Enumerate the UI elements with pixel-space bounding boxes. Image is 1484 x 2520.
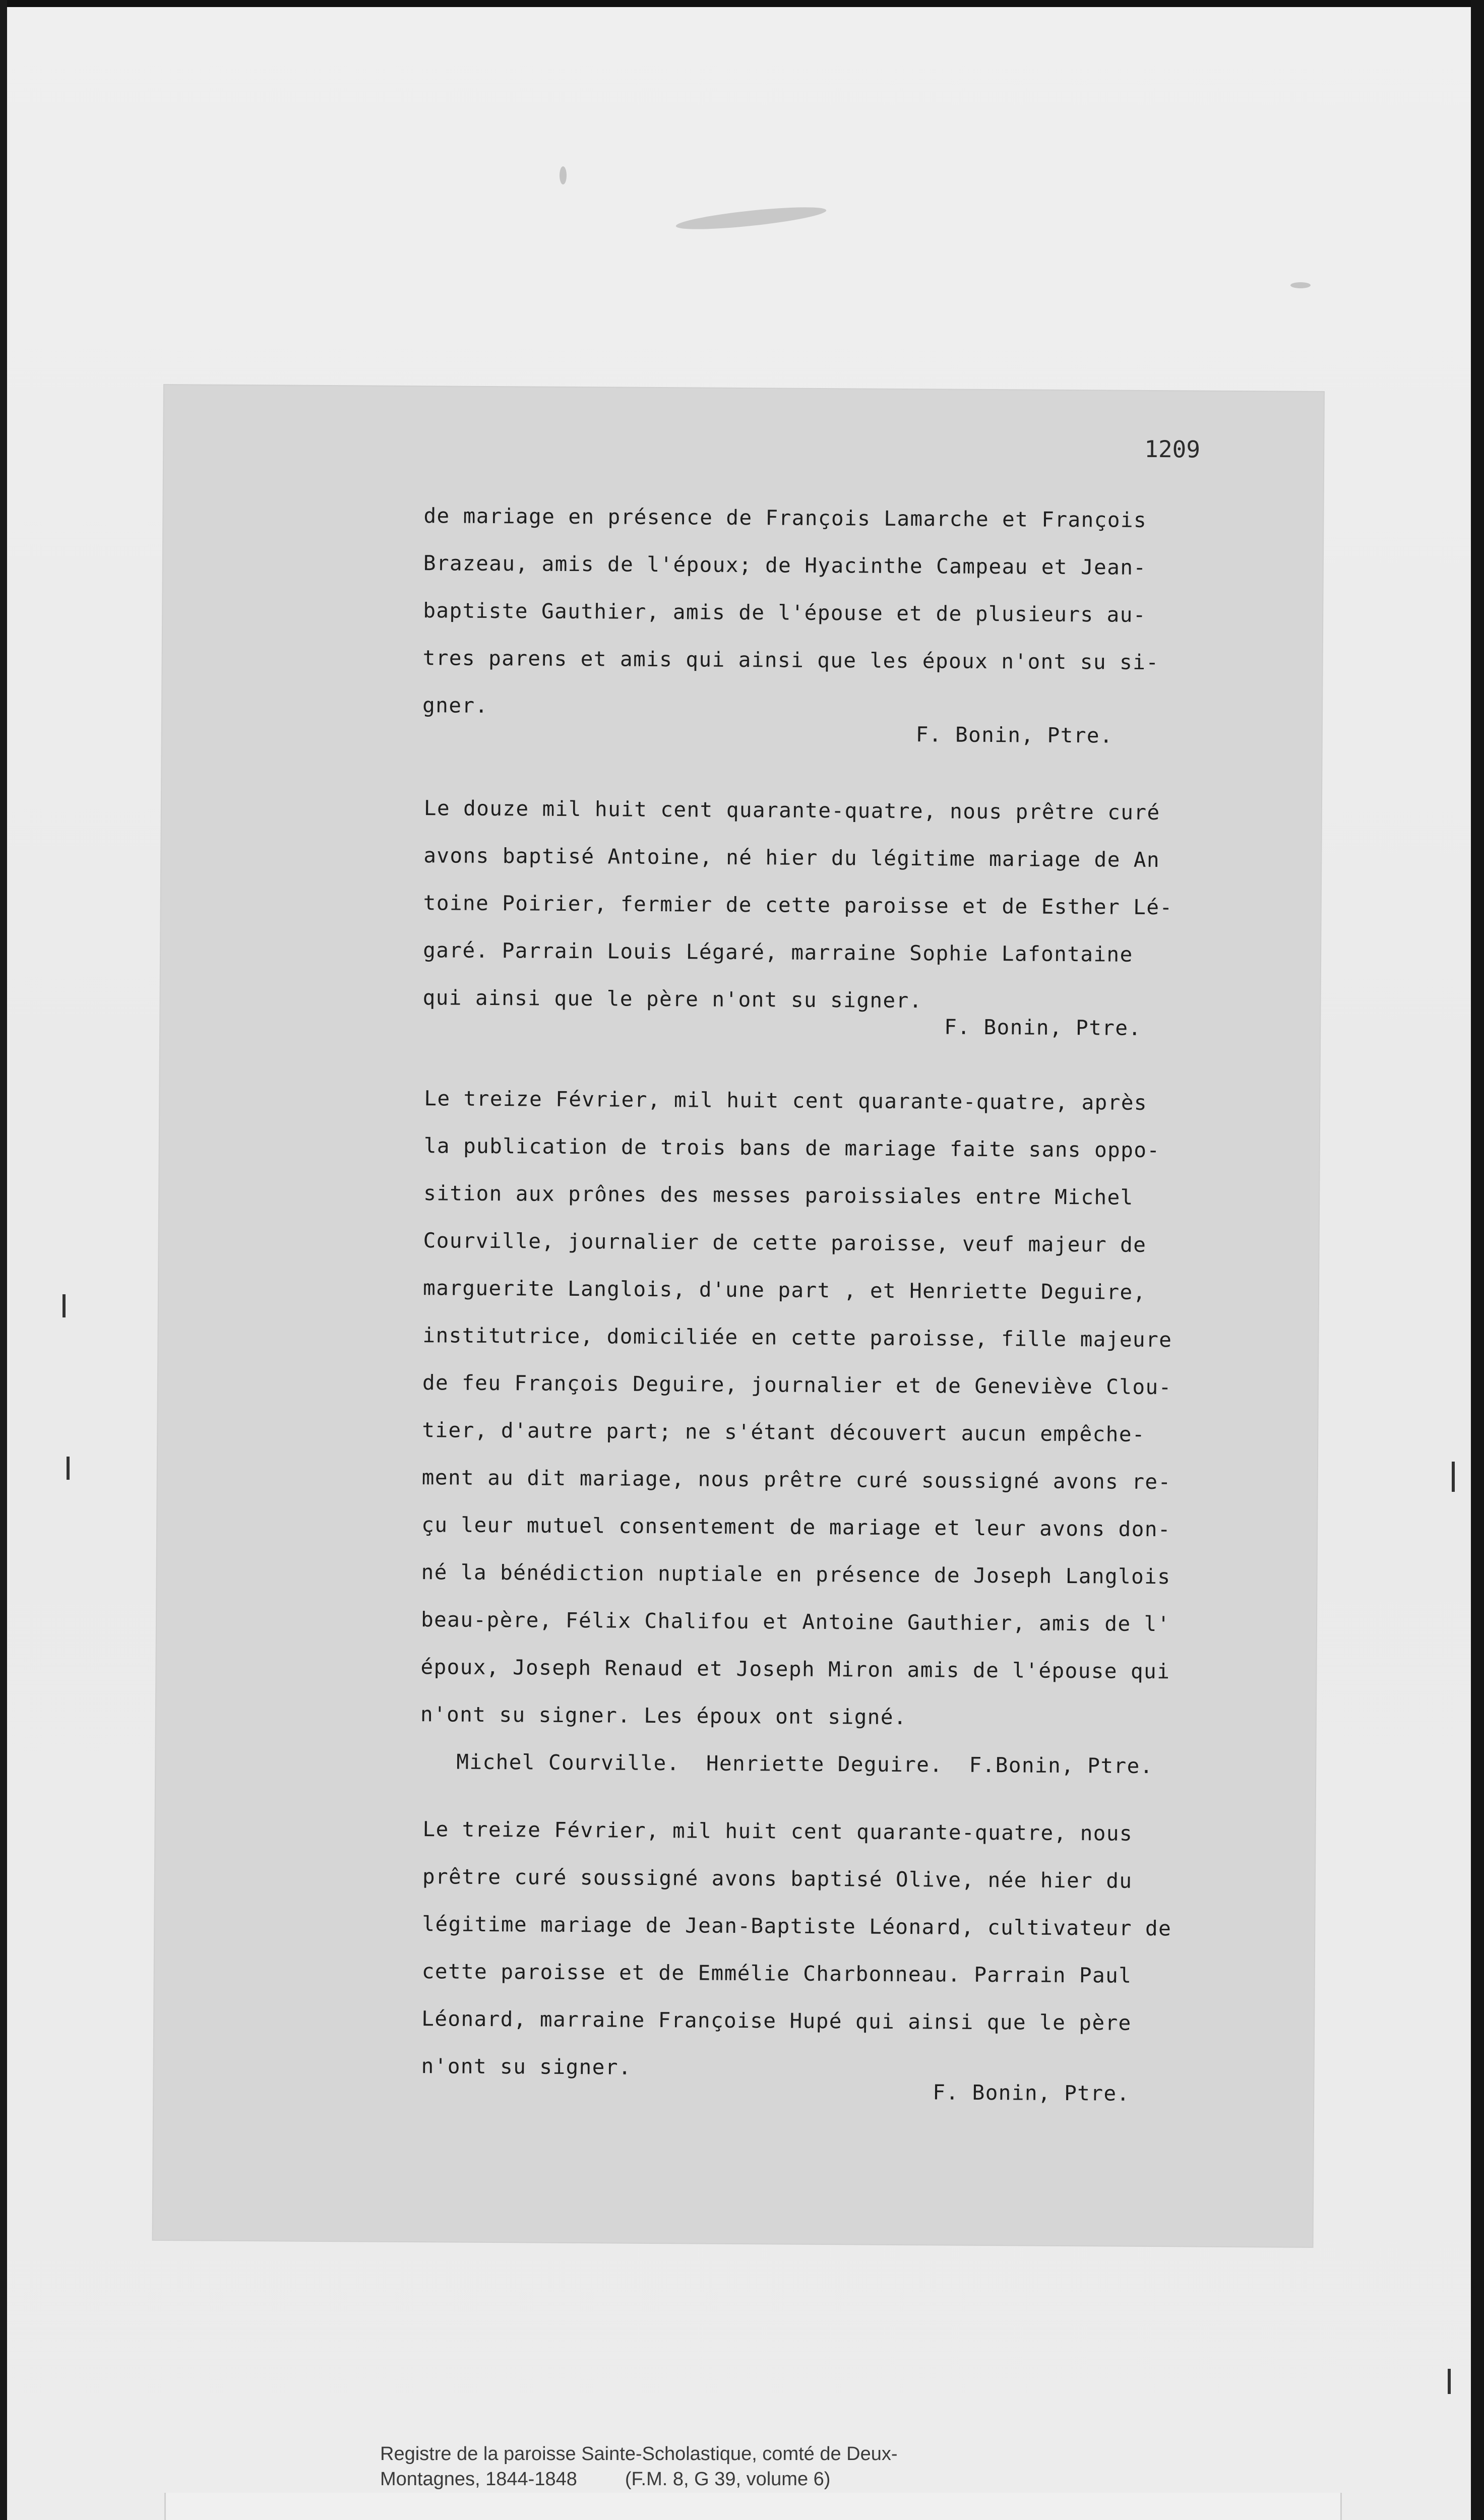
margin-mark — [1452, 1462, 1455, 1492]
text-line: légitime mariage de Jean-Baptiste Léonard, cultivateur de — [422, 1912, 1172, 1941]
text-line: sition aux prônes des messes paroissiales entre Michel — [423, 1181, 1134, 1210]
register-page — [153, 385, 1324, 2247]
register-caption: Registre de la paroisse Sainte-Scholastique, comté de Deux- — [380, 2443, 898, 2465]
register-caption: Montagnes, 1844-1848 (F.M. 8, G 39, volume 6) — [380, 2469, 831, 2490]
text-line: prêtre curé soussigné avons baptisé Olive, née hier du — [422, 1864, 1133, 1893]
text-line: Le treize Février, mil huit cent quarante-quatre, nous — [422, 1817, 1133, 1846]
text-line: garé. Parrain Louis Légaré, marraine Sophie Lafontaine — [423, 938, 1133, 967]
text-line: toine Poirier, fermier de cette paroisse et de Esther Lé- — [423, 891, 1173, 920]
text-line: baptiste Gauthier, amis de l'épouse et de plusieurs au- — [423, 598, 1147, 627]
text-line: avons baptisé Antoine, né hier du légitime mariage de An — [423, 843, 1160, 872]
text-line: Brazeau, amis de l'époux; de Hyacinthe Campeau et Jean- — [423, 551, 1147, 580]
text-line: ment au dit mariage, nous prêtre curé soussigné avons re- — [421, 1465, 1171, 1494]
archives-label — [164, 2493, 1342, 2520]
text-line: beau-père, Félix Chalifou et Antoine Gauthier, amis de l' — [420, 1607, 1170, 1636]
text-line: cette paroisse et de Emmélie Charbonneau. Parrain Paul — [421, 1959, 1132, 1988]
film-smudge — [675, 203, 827, 233]
text-line: Le treize Février, mil huit cent quarante-quatre, après — [424, 1086, 1148, 1115]
frame-border-right — [1471, 0, 1484, 2520]
text-line: institutrice, domiciliée en cette paroisse, fille majeure — [422, 1323, 1172, 1352]
text-line: qui ainsi que le père n'ont su signer. — [422, 985, 922, 1013]
text-line: de feu François Deguire, journalier et de Geneviève Clou- — [422, 1370, 1172, 1400]
text-line: tres parens et amis qui ainsi que les époux n'ont su si- — [422, 646, 1159, 675]
text-line: n'ont su signer. — [421, 2054, 632, 2080]
text-line: tier, d'autre part; ne s'étant découvert aucun empêche- — [422, 1418, 1146, 1446]
page-number: 1209 — [1144, 435, 1201, 463]
margin-mark — [63, 1294, 66, 1317]
film-smudge — [560, 166, 567, 184]
frame-border-left — [0, 0, 7, 2520]
text-line: Léonard, marraine Françoise Hupé qui ainsi que le père — [421, 2006, 1132, 2035]
text-line: n'ont su signer. Les époux ont signé. — [420, 1702, 907, 1730]
text-line: marguerite Langlois, d'une part , et Henriette Deguire, — [422, 1276, 1146, 1304]
signature-line: F. Bonin, Ptre. — [915, 722, 1114, 748]
frame-border-top — [0, 0, 1484, 7]
text-line: époux, Joseph Renaud et Joseph Miron amis de l'épouse qui — [420, 1655, 1170, 1684]
margin-mark — [67, 1457, 70, 1480]
text-line: Courville, journalier de cette paroisse, veuf majeur de — [423, 1228, 1147, 1257]
margin-mark — [1448, 2369, 1451, 2394]
text-line: né la bénédiction nuptiale en présence de Joseph Langlois — [421, 1560, 1171, 1589]
film-smudge — [1290, 282, 1311, 288]
text-line: çu leur mutuel consentement de mariage et leur avons don- — [421, 1513, 1171, 1542]
text-line: Le douze mil huit cent quarante-quatre, nous prêtre curé — [423, 796, 1160, 825]
text-line: la publication de trois bans de mariage faite sans oppo- — [423, 1133, 1160, 1163]
text-line: gner. — [422, 693, 488, 718]
text-line: de mariage en présence de François Lamarche et François — [423, 503, 1147, 532]
signature-line: F. Bonin, Ptre. — [944, 1015, 1142, 1040]
signature-line: F. Bonin, Ptre. — [933, 2080, 1130, 2106]
signature-line: Michel Courville. Henriette Deguire. F.Bonin, Ptre. — [456, 1749, 1153, 1779]
